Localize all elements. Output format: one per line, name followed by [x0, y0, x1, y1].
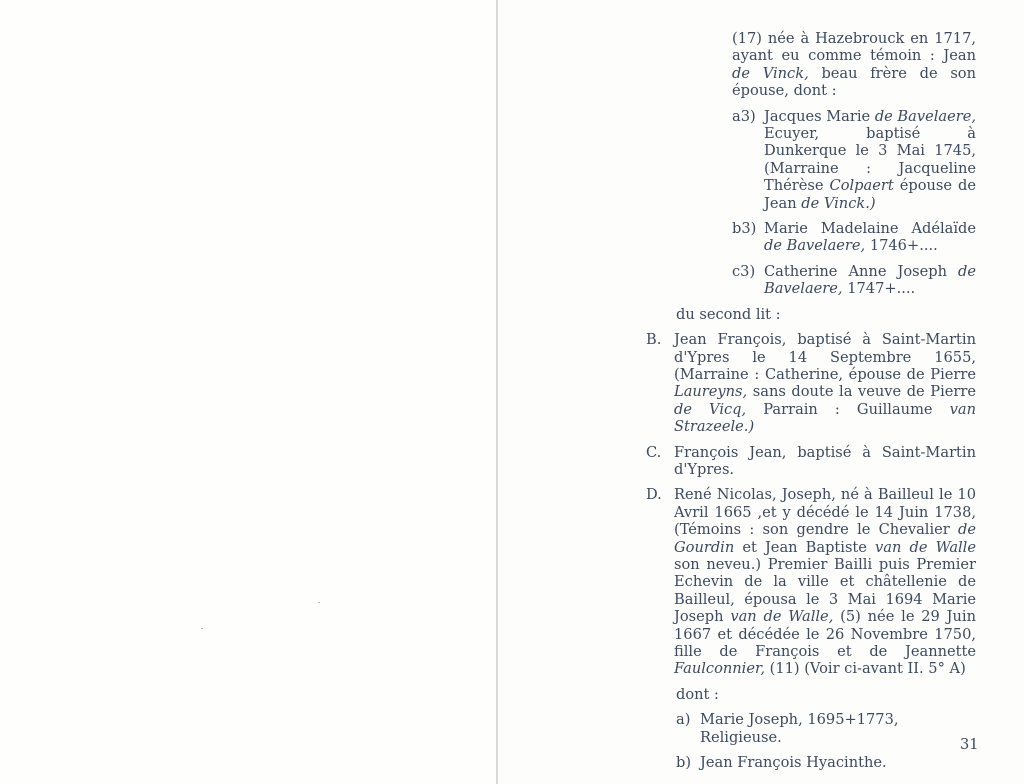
entry-b — [646, 331, 976, 435]
item-text: Jean François Hyacinthe. — [700, 754, 887, 772]
entry-text: François Jean, baptisé à Saint-Martin d'Ypres. — [674, 443, 976, 478]
paper-speck — [201, 628, 203, 629]
dont-heading: dont : — [676, 685, 719, 703]
text-column — [646, 30, 976, 779]
item-text: Marie Madelaine Adélaïde de Bavelaere, 1746+.... — [764, 220, 976, 255]
left-page-blank — [0, 0, 497, 784]
item-label: a3) — [732, 107, 756, 125]
item-text: Marie Joseph, 1695+1773, Religieuse. — [700, 711, 899, 746]
item-text: Jacques Marie de Bavelaere, Ecuyer, baptisé à Dunkerque le 3 Mai 1745, (Marraine : Jacqueline Thérèse Colpaert épouse de Jean de Vinck.) — [764, 107, 977, 212]
child-a — [646, 711, 976, 746]
paper-speck — [318, 602, 320, 603]
entry-label: C. — [646, 443, 662, 461]
child-a3 — [646, 108, 976, 212]
entry-label: B. — [646, 331, 662, 349]
child-c3 — [646, 263, 976, 298]
entry-text: Jean François, baptisé à Saint-Martin d'Ypres le 14 Septembre 1655, (Marraine : Catherine, épouse de Pierre Laureyns, sans doute la veuve de Pierre de Vicq, Parrain : Guillaume van Strazeele.) — [674, 331, 976, 436]
second-lit-heading: du second lit : — [676, 305, 781, 323]
child-b — [646, 754, 976, 771]
entry-c — [646, 444, 976, 479]
entry-text: René Nicolas, Joseph, né à Bailleul le 10 Avril 1665 ,et y décédé le 14 Juin 1738, (Témoins : son gendre le Chevalier de Gourdin et Jean Baptiste van de Walle son neveu.) Premier Bailli puis Premier Echevin de la ville et châtellenie de Bailleul, épousa le 3 Mai 1694 Marie Joseph van de Walle, (5) née le 29 Juin 1667 et décédée le 26 Novembre 1750, fille de François et de Jeannette Faulconnier, (11) (Voir ci-avant II. 5° A) — [674, 486, 976, 678]
right-page — [498, 0, 1024, 784]
page-number: 31 — [960, 736, 979, 753]
item-label: c3) — [732, 262, 756, 280]
child-b3 — [646, 220, 976, 255]
item-label: b) — [676, 754, 692, 772]
item-text: Catherine Anne Joseph de Bavelaere, 1747+.... — [764, 262, 976, 298]
item-label: b3) — [732, 220, 757, 238]
item-label: a) — [676, 711, 691, 729]
entry-17: (17) née à Hazebrouck en 1717, ayant eu comme témoin : Jean de Vinck, beau frère de son épouse, dont : — [732, 30, 976, 100]
entry-d — [646, 486, 976, 677]
entry-label: D. — [646, 486, 662, 504]
